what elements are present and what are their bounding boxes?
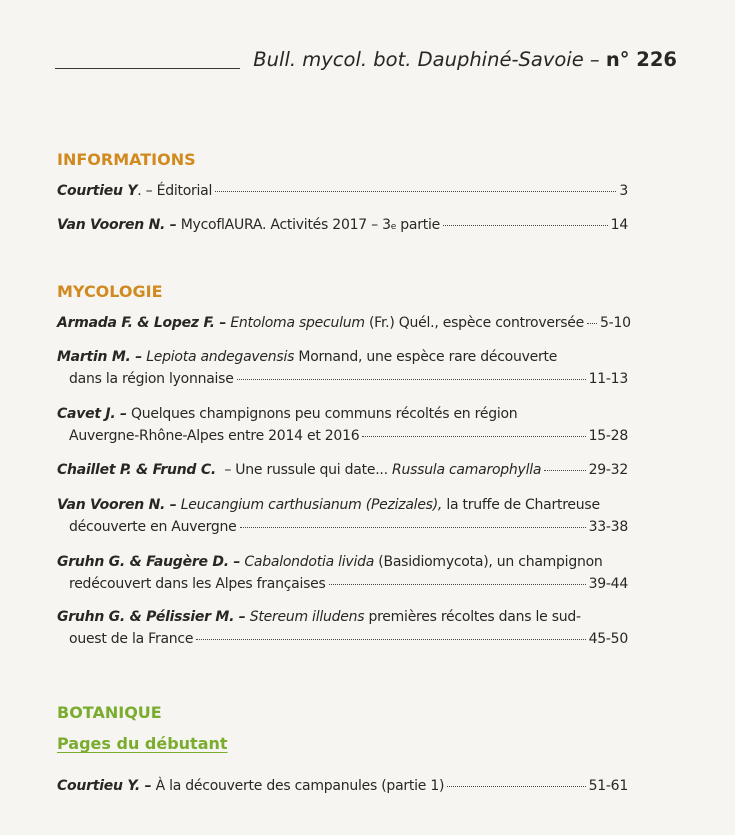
entry-title-continued: Auvergne-Rhône-Alpes entre 2014 et 2016 xyxy=(69,428,360,444)
entry-taxon: Lepiota andegavensis xyxy=(146,349,295,365)
entry-taxon: Stereum illudens xyxy=(249,609,365,625)
entry-taxon: Entoloma speculum xyxy=(230,315,365,331)
dot-leader xyxy=(215,190,616,192)
entry-author: Courtieu Y. – xyxy=(57,778,152,794)
dot-leader xyxy=(329,583,586,585)
entry-author-suffix: . – xyxy=(137,183,153,199)
entry-author: Van Vooren N. – xyxy=(57,497,177,513)
entry-pages: 5-10 xyxy=(600,315,631,331)
entry-title: (Fr.) Quél., espèce controversée xyxy=(368,315,585,331)
entry-pages: 29-32 xyxy=(588,462,628,478)
entry-title: Éditorial xyxy=(156,183,213,199)
dot-leader xyxy=(240,526,586,528)
entry-title-continued: ouest de la France xyxy=(69,631,194,647)
header-separator: – xyxy=(589,48,600,71)
entry-pages: 45-50 xyxy=(588,631,628,647)
entry-title: Mornand, une espèce rare découverte xyxy=(298,349,558,365)
entry-title: À la découverte des campanules (partie 1) xyxy=(155,778,445,794)
entry-title-end: partie xyxy=(400,217,440,233)
journal-name: Bull. mycol. bot. Dauphiné-Savoie xyxy=(253,48,584,71)
toc-entry-champignons[interactable] xyxy=(57,403,628,447)
entry-author: Chaillet P. & Frund C. xyxy=(57,462,216,478)
toc-entry-stereum[interactable] xyxy=(57,606,628,650)
dot-leader xyxy=(443,224,608,226)
header-rule xyxy=(55,68,240,69)
issue-number: n° 226 xyxy=(605,48,677,71)
section-mycologie-heading: MYCOLOGIE xyxy=(57,282,163,301)
dot-leader xyxy=(237,378,586,380)
entry-title: (Basidiomycota), un champignon xyxy=(378,554,603,570)
entry-title: – Une russule qui date... xyxy=(224,462,388,478)
dot-leader xyxy=(544,469,585,471)
entry-title-continued: redécouvert dans les Alpes françaises xyxy=(69,576,326,592)
dot-leader xyxy=(362,435,585,437)
dot-leader xyxy=(196,638,585,640)
entry-pages: 14 xyxy=(610,217,628,233)
toc-entry-editorial[interactable] xyxy=(57,180,628,202)
entry-superscript: e xyxy=(390,222,397,232)
entry-pages: 33-38 xyxy=(588,519,628,535)
entry-title: Quelques champignons peu communs récoltés en région xyxy=(131,406,518,422)
section-informations-heading: INFORMATIONS xyxy=(57,150,196,169)
entry-taxon: Leucangium carthusianum (Pezizales), xyxy=(180,497,443,513)
subsection-pages-debutant: Pages du débutant xyxy=(57,734,228,753)
entry-author: Gruhn G. & Faugère D. – xyxy=(57,554,241,570)
entry-author: Van Vooren N. – xyxy=(57,217,177,233)
entry-pages: 3 xyxy=(619,183,628,199)
entry-author: Courtieu Y xyxy=(57,183,138,199)
entry-title-continued: dans la région lyonnaise xyxy=(69,371,234,387)
dot-leader xyxy=(587,322,597,324)
dot-leader xyxy=(447,785,585,787)
toc-entry-campanules[interactable] xyxy=(57,775,628,797)
entry-author: Gruhn G. & Pélissier M. – xyxy=(57,609,246,625)
toc-entry-lepiota[interactable] xyxy=(57,346,628,390)
entry-author: Armada F. & Lopez F. – xyxy=(57,315,227,331)
journal-title xyxy=(253,48,677,71)
toc-entry-cabalondotia[interactable] xyxy=(57,551,628,595)
journal-header xyxy=(55,46,680,76)
entry-pages: 39-44 xyxy=(588,576,628,592)
toc-entry-entoloma[interactable] xyxy=(57,312,631,334)
entry-title-continued: découverte en Auvergne xyxy=(69,519,237,535)
entry-title: MycoflAURA. Activités 2017 – 3 xyxy=(180,217,391,233)
entry-pages: 15-28 xyxy=(588,428,628,444)
toc-entry-russula[interactable] xyxy=(57,459,628,481)
entry-title: la truffe de Chartreuse xyxy=(446,497,600,513)
entry-author: Martin M. – xyxy=(57,349,142,365)
toc-entry-leucangium[interactable] xyxy=(57,494,628,538)
entry-title: premières récoltes dans le sud- xyxy=(368,609,581,625)
entry-pages: 51-61 xyxy=(588,778,628,794)
entry-taxon: Cabalondotia livida xyxy=(244,554,375,570)
entry-taxon: Russula camarophylla xyxy=(392,462,542,478)
entry-pages: 11-13 xyxy=(588,371,628,387)
entry-author: Cavet J. – xyxy=(57,406,127,422)
toc-entry-mycoflaura[interactable] xyxy=(57,214,628,236)
section-botanique-heading: BOTANIQUE xyxy=(57,703,162,722)
